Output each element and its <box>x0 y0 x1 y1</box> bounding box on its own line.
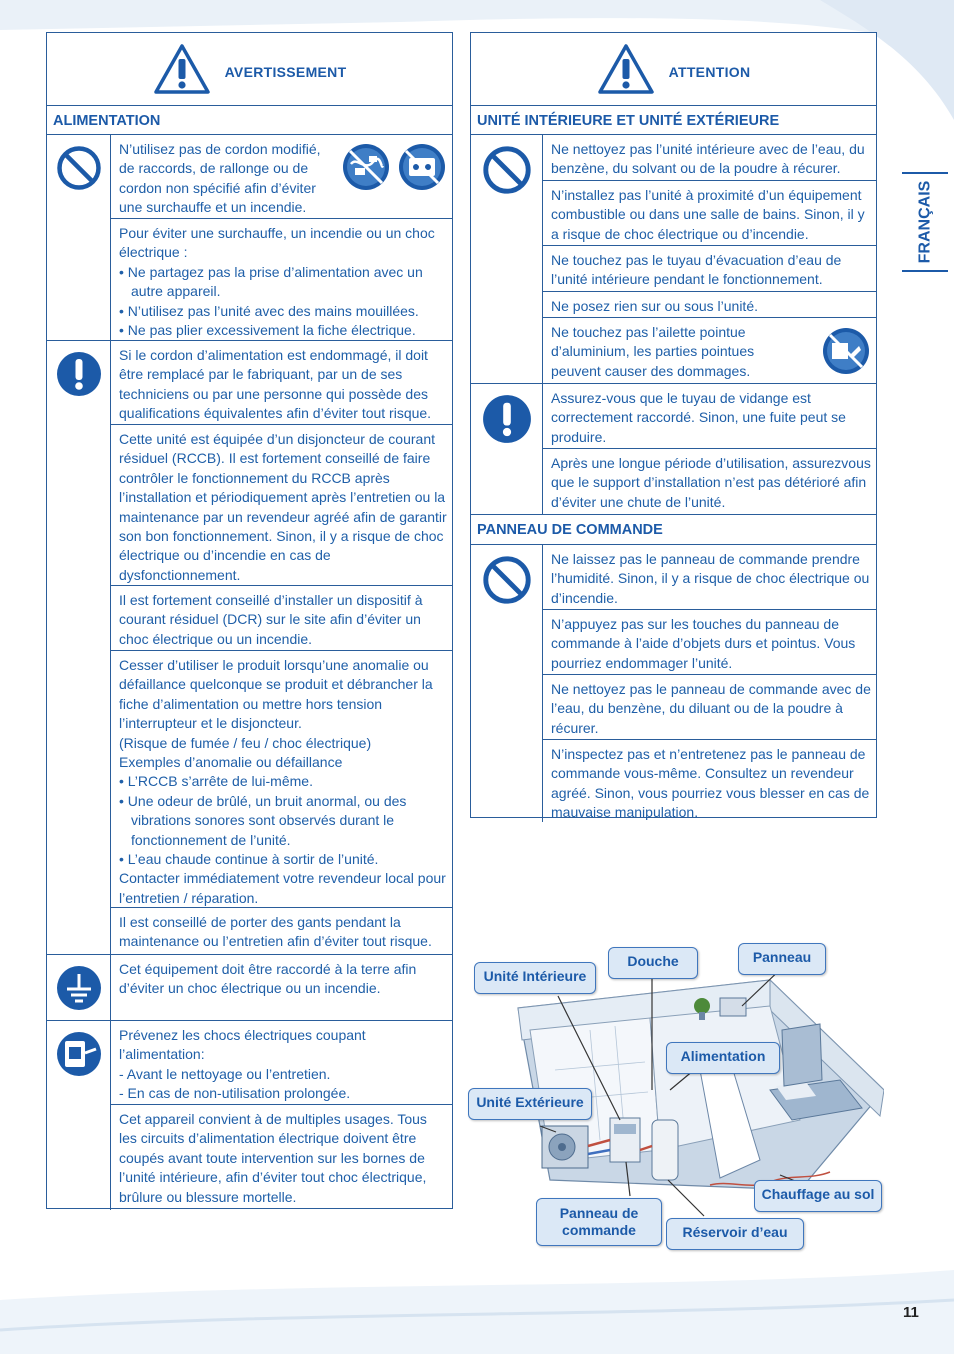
page-number: 11 <box>903 1304 919 1321</box>
warning-item: Prévenez les chocs électriques coupant l’alimentation: - Avant le nettoyage ou l’entretien. - En cas de non-utilisation prolongée. <box>111 1021 452 1105</box>
caution-triangle-icon <box>597 43 655 95</box>
caution-panel <box>470 32 877 821</box>
label-control-panel: Panneau de commande <box>536 1198 662 1246</box>
earth-ground-icon <box>56 965 102 1011</box>
mandatory-action-icon <box>56 351 102 397</box>
prohibition-icon <box>482 555 532 605</box>
no-touch-fin-icon <box>821 326 871 376</box>
unplug-icon <box>56 1031 102 1077</box>
language-tab: FRANÇAIS <box>902 172 948 272</box>
no-extension-cord-icon <box>341 142 391 192</box>
label-outdoor-unit: Unité Extérieure <box>468 1088 592 1120</box>
no-shared-socket-icon <box>397 142 447 192</box>
warning-item: Cet équipement doit être raccordé à la terre afin d’éviter un choc électrique ou un incendie. <box>119 961 417 997</box>
caution-item: N’inspectez pas et n’entretenez pas le panneau de commande vous-même. Consultez un revendeur agréé. Sinon, vous pourriez vous blesser en cas de mauvaise manipulation. <box>551 746 870 821</box>
mandatory-group <box>47 341 452 955</box>
label-power-supply: Alimentation <box>666 1042 780 1074</box>
section-power: ALIMENTATION <box>47 106 452 135</box>
warning-item: Il est fortement conseillé d’installer un dispositif à courant résiduel (DCR) sur le site afin d’éviter un choc électrique ou un incendie. <box>111 586 452 651</box>
caution-item: N’installez pas l’unité à proximité d’un équipement combustible ou dans une salle de bains. Sinon, il y a risque de choc électrique ou d’incendie. <box>543 181 876 246</box>
prohibit-group <box>471 545 876 822</box>
caution-item: Assurez-vous que le tuyau de vidange est correctement raccordé. Sinon, une fuite peut se produire. <box>543 384 876 449</box>
caution-item: Ne nettoyez pas le panneau de commande avec de l’eau, du benzène, du diluant ou de la poudre à récurer. <box>543 675 876 740</box>
warning-item: Cette unité est équipée d’un disjoncteur de courant résiduel (RCCB). Il est fortement conseillé de faire contrôler le fonctionnement du RCCB après l’installation et périodiquement après l’entretien ou la maintenance par un revendeur agréé afin de garantir son bon fonctionnement. Sinon, il y a risque de choc électrique ou d’incendie en cas de dysfonctionnement. <box>111 425 452 586</box>
prohibit-group <box>47 135 452 341</box>
caution-item: Ne nettoyez pas l’unité intérieure avec de l’eau, du benzène, du solvant ou de la poudre à récurer. <box>543 135 876 181</box>
warning-title: AVERTISSEMENT <box>224 64 347 80</box>
section-control-panel: PANNEAU DE COMMANDE <box>471 515 876 545</box>
caution-item: Ne touchez pas l’ailette pointue d’aluminium, les parties pointues peuvent causer des dommages. <box>543 318 876 383</box>
warning-item: Cesser d’utiliser le produit lorsqu’une anomalie ou défaillance quelconque se produit et débrancher la fiche d’alimentation ou mettre hors tension l’interrupteur et le disjoncteur. (Risque de fumée / feu / choc électrique) Exemples d’anomalie ou défaillance • L’RCCB s’arrête de lui-même. • Une odeur de brûlé, un bruit anormal, ou des vibrations sonores sont observés durant le fonctionnement de l’unité. • L’eau chaude continue à sortir de l’unité. Contacter immédiatement votre revendeur local pour l’entretien / réparation. <box>111 651 452 908</box>
mandatory-action-icon <box>482 394 532 444</box>
label-floor-heating: Chauffage au sol <box>754 1180 882 1212</box>
warning-item: Si le cordon d’alimentation est endommagé, il doit être remplacé par le fabriquant, par un de ses techniciens ou par une personne qui possède des qualifications équivalentes afin d’éviter tout risque. <box>111 341 452 425</box>
label-water-tank: Réservoir d’eau <box>666 1218 804 1250</box>
earth-group <box>47 955 452 1021</box>
caution-item: Ne posez rien sur ou sous l’unité. <box>543 292 876 318</box>
warning-panel <box>46 32 453 1209</box>
installation-diagram <box>470 940 884 1250</box>
section-indoor-outdoor: UNITÉ INTÉRIEURE ET UNITÉ EXTÉRIEURE <box>471 106 876 135</box>
caution-title: ATTENTION <box>668 64 751 80</box>
label-indoor-unit: Unité Intérieure <box>474 962 596 994</box>
label-panel: Panneau <box>738 943 826 975</box>
prohibition-icon <box>56 145 102 191</box>
unplug-group <box>47 1021 452 1210</box>
caution-item: Ne laissez pas le panneau de commande prendre l’humidité. Sinon, il y a risque de choc électrique ou d’incendie. <box>543 545 876 610</box>
warning-item: Cet appareil convient à de multiples usages. Tous les circuits d’alimentation électrique doivent être coupés avant toute intervention sur les bornes de l’unité intérieure, afin d’éviter tout choc électrique, brûlure ou blessure mortelle. <box>119 1111 427 1205</box>
label-shower: Douche <box>608 947 698 979</box>
mandatory-group <box>471 384 876 515</box>
prohibition-icon <box>482 145 532 195</box>
warning-item: Pour éviter une surchauffe, un incendie ou un choc électrique : • Ne partagez pas la prise d’alimentation avec un autre appareil. • N’utilisez pas l’unité avec des mains mouillées. • Ne pas plier excessivement la fiche électrique. <box>119 225 435 339</box>
warning-item: N’utilisez pas de cordon modifié, de raccords, de rallonge ou de cordon non spécifié afin d’éviter une surchauffe et un incendie. <box>111 135 452 219</box>
caution-item: Ne touchez pas le tuyau d’évacuation d’eau de l’unité intérieure pendant le fonctionnement. <box>543 246 876 292</box>
warning-triangle-icon <box>153 43 211 95</box>
caution-item: N’appuyez pas sur les touches du panneau de commande à l’aide d’objets durs et pointus. Vous pourriez endommager l’unité. <box>543 610 876 675</box>
caution-item: Après une longue période d’utilisation, assurezvous que le support d’installation n’est pas détérioré afin d’éviter une chute de l’unité. <box>551 455 871 510</box>
caution-header <box>471 33 876 106</box>
warning-header <box>47 33 452 106</box>
prohibit-group <box>471 135 876 384</box>
warning-item: Il est conseillé de porter des gants pendant la maintenance ou l’entretien afin d’éviter tout risque. <box>119 914 432 950</box>
